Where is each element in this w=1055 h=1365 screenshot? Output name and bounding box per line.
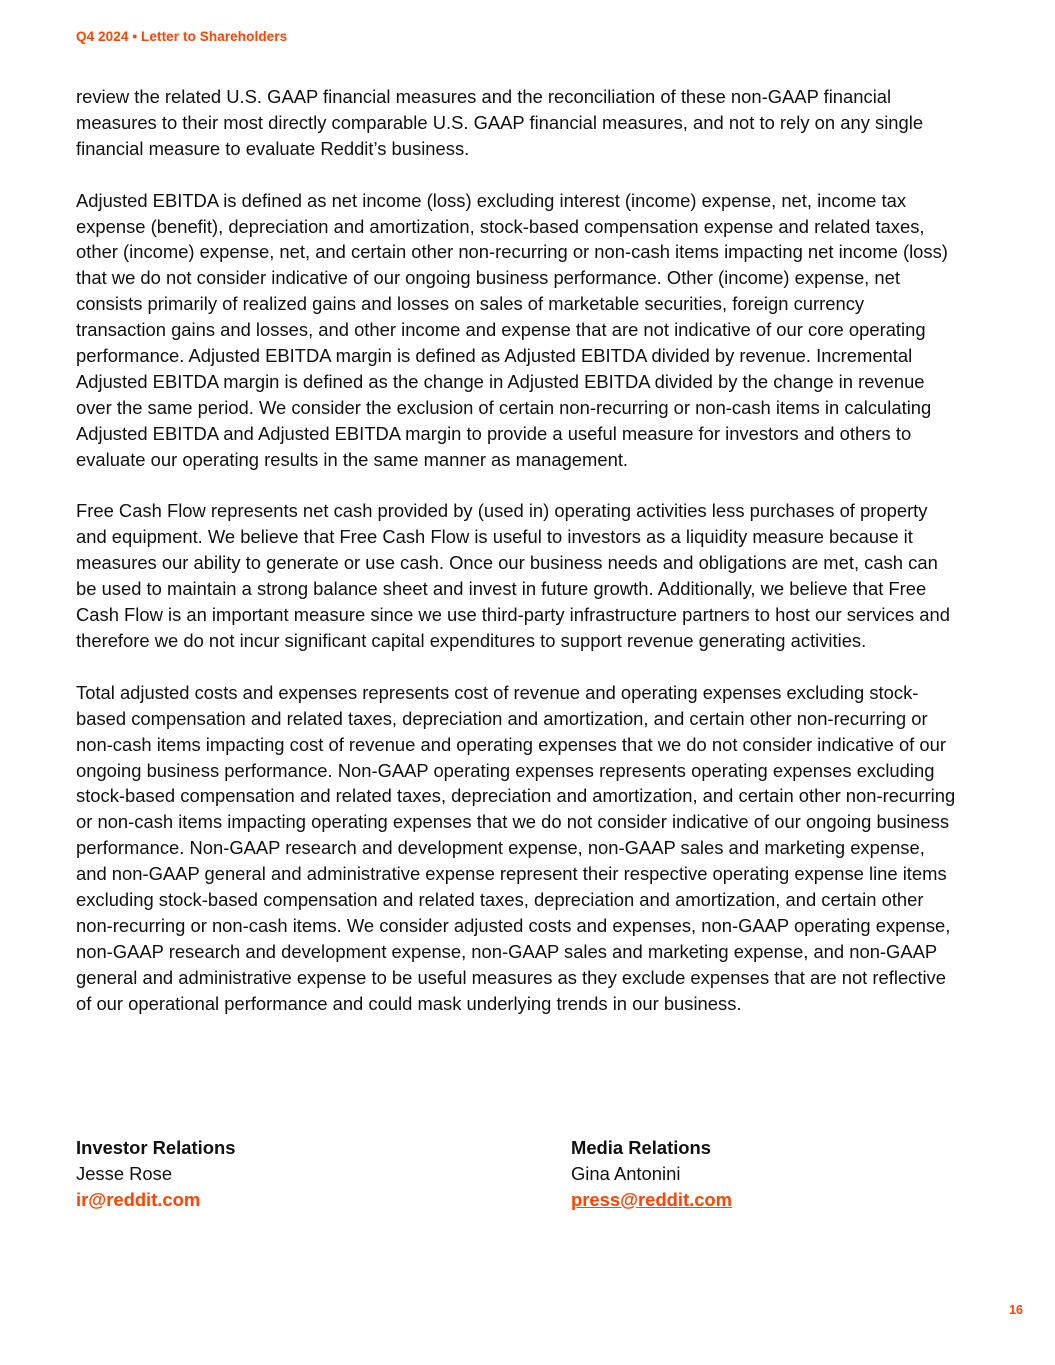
paragraph-adjusted-ebitda: Adjusted EBITDA is defined as net income (loss) excluding interest (income) expense, net, income tax expense (benefit), depreciation and amortization, stock-based compensation expense and related taxes, other (income) expense, net, and certain other non-recurring or non-cash items impacting net income (loss) that we do not consider indicative of our ongoing business performance. Other (income) expense, net consists primarily of realized gains and losses on sales of marketable securities, foreign currency transaction gains and losses, and other income and expense that are not indicative of our core operating performance. Adjusted EBITDA margin is defined as Adjusted EBITDA divided by revenue. Incremental Adjusted EBITDA margin is defined as the change in Adjusted EBITDA divided by the change in revenue over the same period. We consider the exclusion of certain non-recurring or non-cash items in calculating Adjusted EBITDA and Adjusted EBITDA margin to provide a useful measure for investors and others to evaluate our operating results in the same manner as management. — [76, 189, 948, 470]
document-header: Q4 2024 • Letter to Shareholders — [76, 29, 288, 44]
media-relations-contact — [571, 1135, 732, 1213]
paragraph-gaap-reconciliation: review the related U.S. GAAP financial measures and the reconciliation of these non-GAAP financial measures to their most directly comparable U.S. GAAP financial measures, and not to rely on any single financial measure to evaluate Reddit’s business. — [76, 86, 924, 159]
media-relations-title: Media Relations — [571, 1137, 712, 1158]
investor-relations-name: Jesse Rose — [76, 1162, 173, 1184]
body-text — [76, 84, 956, 1042]
paragraph-free-cash-flow: Free Cash Flow represents net cash provided by (used in) operating activities less purchases of property and equipment. We believe that Free Cash Flow is useful to investors as a liquidity measure because it measures our ability to generate or use cash. Once our business needs and obligations are met, cash can be used to maintain a strong balance sheet and invest in future growth. Additionally, we believe that Free Cash Flow is an important measure since we use third-party infrastructure partners to host our services and therefore we do not incur significant capital expenditures to support revenue generating activities. — [76, 500, 950, 651]
media-relations-name: Gina Antonini — [571, 1162, 681, 1184]
media-relations-email-link[interactable]: press@reddit.com — [571, 1188, 733, 1210]
investor-relations-contact — [76, 1135, 235, 1213]
page-number: 16 — [1009, 1303, 1023, 1317]
investor-relations-email-link[interactable]: ir@reddit.com — [76, 1188, 201, 1210]
investor-relations-title: Investor Relations — [76, 1137, 236, 1158]
paragraph-adjusted-costs: Total adjusted costs and expenses represents cost of revenue and operating expenses excluding stock-based compensation and related taxes, depreciation and amortization, and certain other non-recurring or non-cash items impacting cost of revenue and operating expenses that we do not consider indicative of our ongoing business performance. Non-GAAP operating expenses represents operating expenses excluding stock-based compensation and related taxes, depreciation and amortization, and certain other non-recurring or non-cash items impacting operating expenses that we do not consider indicative of our ongoing business performance. Non-GAAP research and development expense, non-GAAP sales and marketing expense, and non-GAAP general and administrative expense represent their respective operating expense line items excluding stock-based compensation and related taxes, depreciation and amortization, and certain other non-recurring or non-cash items. We consider adjusted costs and expenses, non-GAAP operating expense, non-GAAP research and development expense, non-GAAP sales and marketing expense, and non-GAAP general and administrative expense to be useful measures as they exclude expenses that are not reflective of our operational performance and could mask underlying trends in our business. — [76, 681, 956, 1014]
